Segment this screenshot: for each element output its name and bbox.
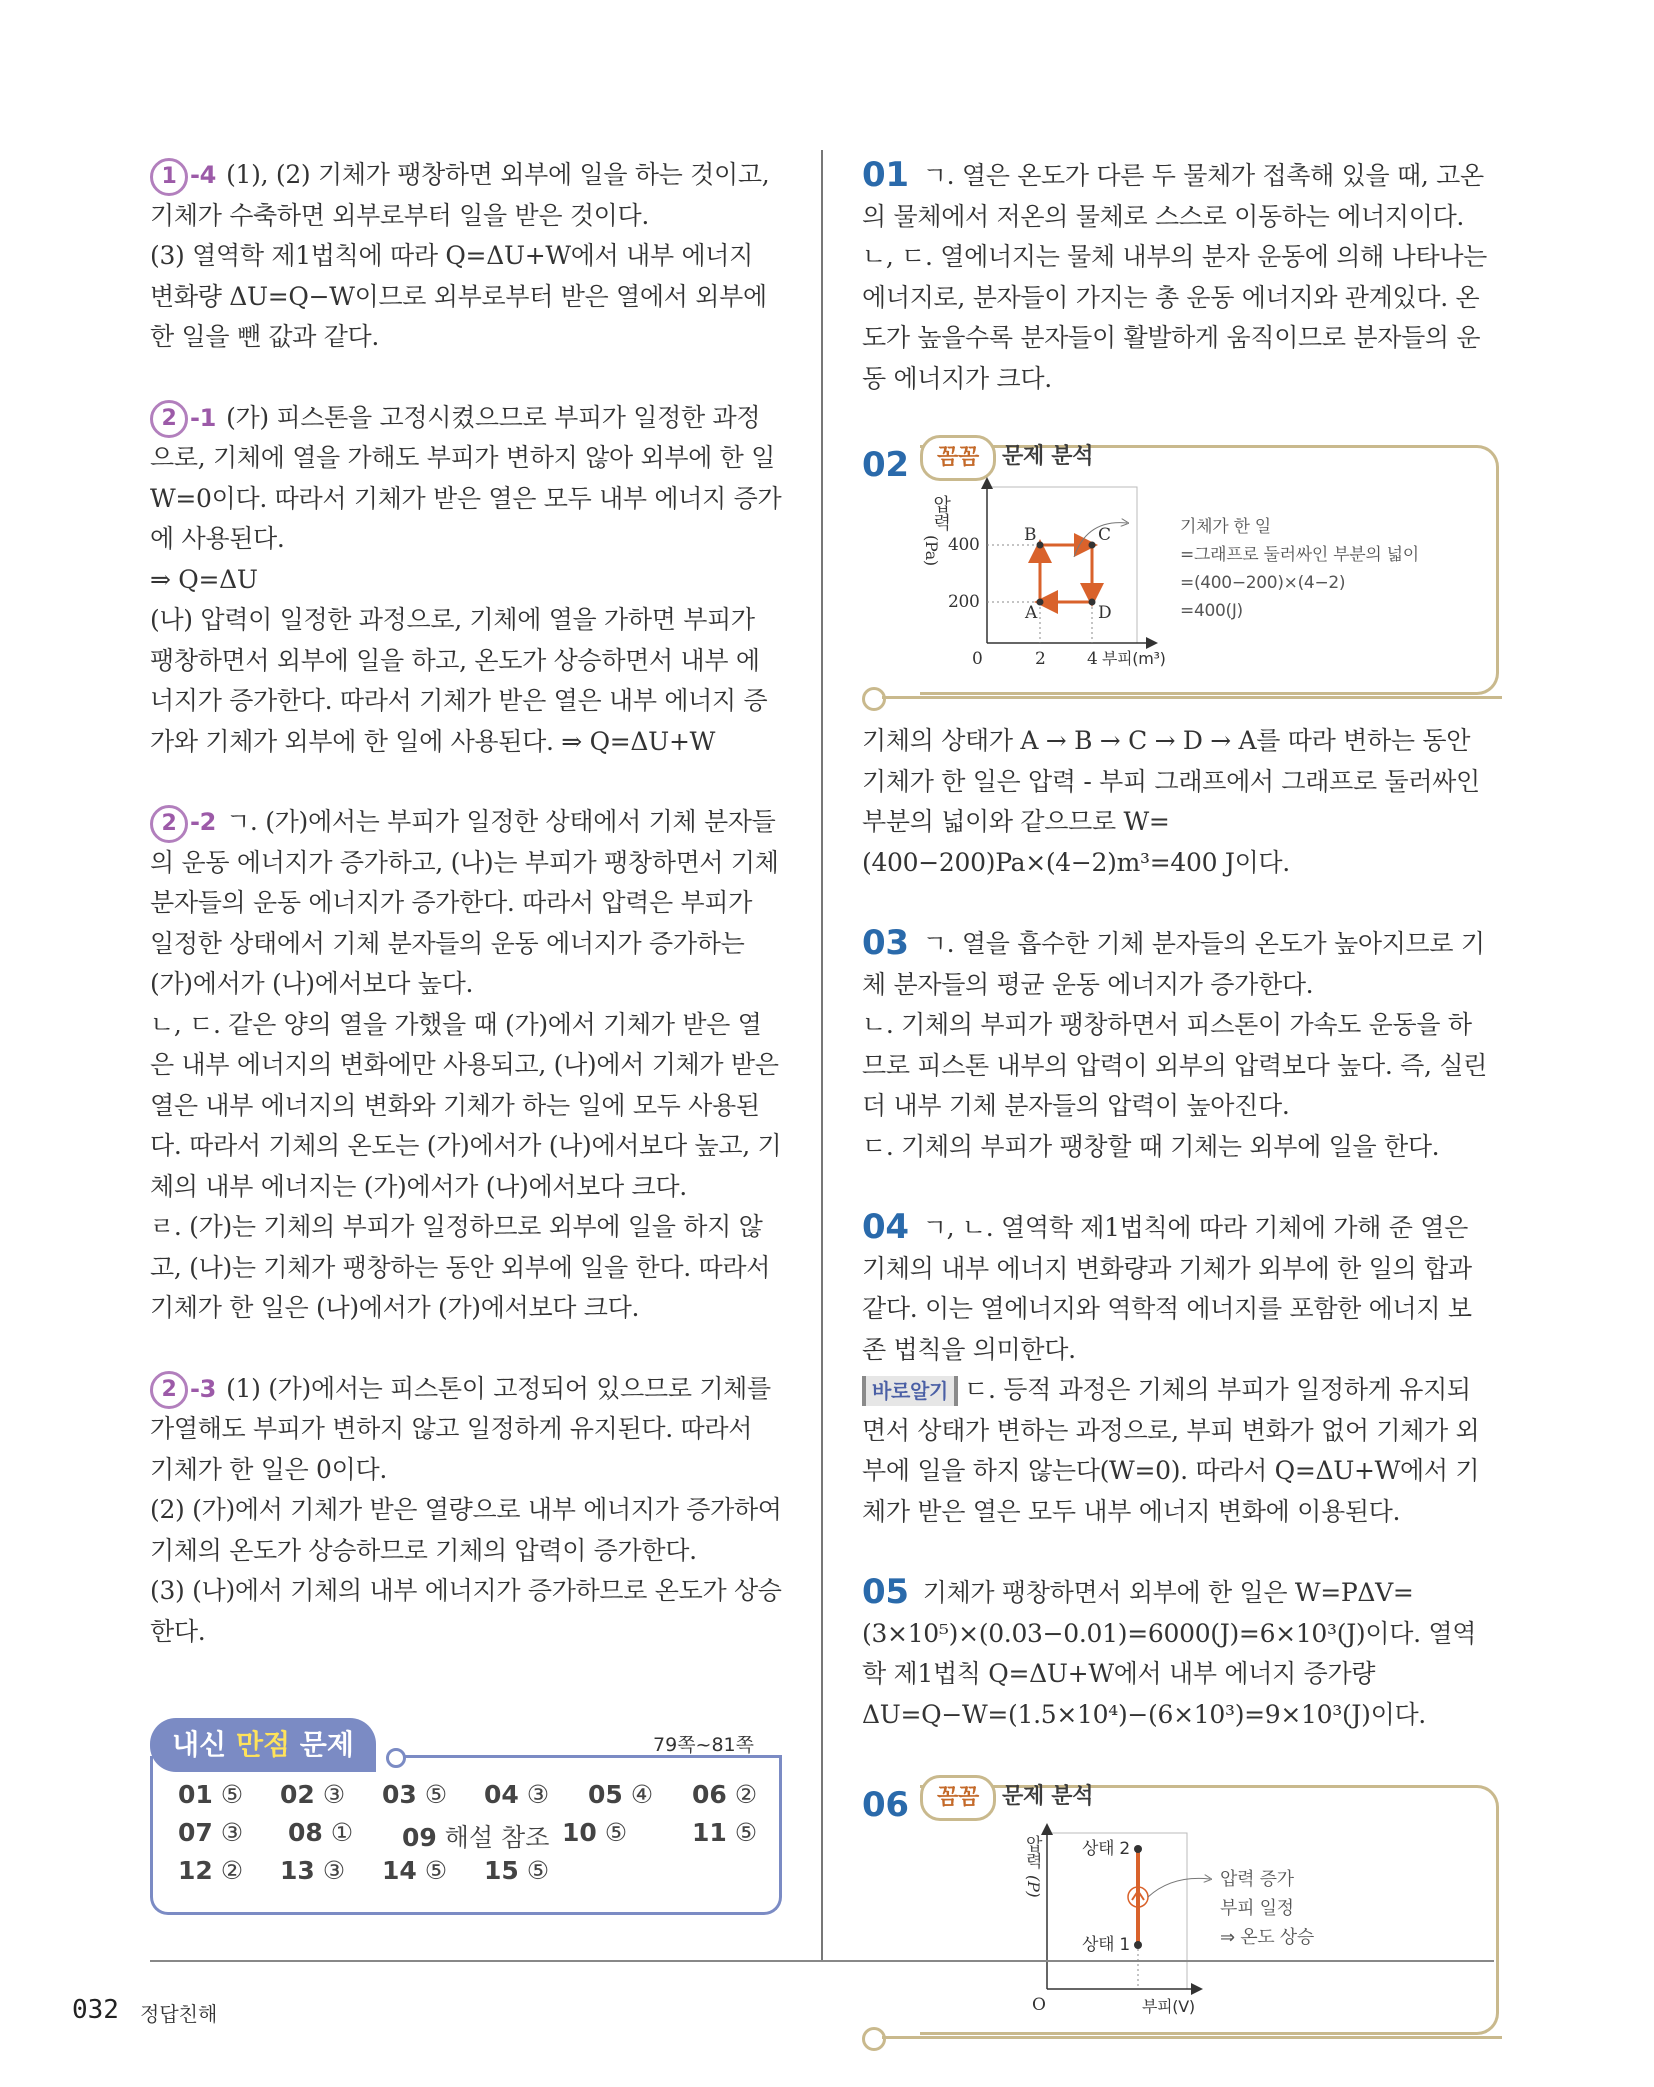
question-number: 02 xyxy=(862,445,909,485)
paragraph: (나) 압력이 일정한 과정으로, 기체에 열을 가하면 부피가 팽창하면서 외부에 일을 하고, 온도가 상승하면서 내부 에너지가 증가한다. 따라서 기체가 받은 열은 내부 에너지 증가와 기체가 외부에 한 일에 사용된다. ⇒ Q=ΔU+W xyxy=(150,605,768,756)
y-axis-unit: (Pa) xyxy=(922,535,941,566)
frame-line xyxy=(882,2036,1502,2039)
answer-number: 07 xyxy=(178,1818,213,1847)
answer-value: ⑤ xyxy=(220,1780,244,1809)
frame-dot xyxy=(386,1748,406,1768)
paragraph: (가) 피스톤을 고정시켰으므로 부피가 일정한 과정으로, 기체에 열을 가해도 부피가 변하지 않아 외부에 한 일 W=0이다. 따라서 기체가 받은 열은 모두 내부 에너지 증가에 사용된다. xyxy=(150,402,782,553)
y-axis-label: 압력 xyxy=(933,495,951,534)
paragraph: (3) 열역학 제1법칙에 따라 Q=ΔU+W에서 내부 에너지 변화량 ΔU=Q−W이므로 외부로부터 받은 열에서 외부에 한 일을 뺀 값과 같다. xyxy=(150,241,767,351)
y-axis-label: 압력 xyxy=(1025,1835,1043,1872)
answer-value: ④ xyxy=(630,1780,654,1809)
answer-key-tab: 내신 만점 문제 xyxy=(150,1718,376,1772)
y-axis-unit: (P) xyxy=(1024,1875,1043,1898)
x-tick-label: 4 xyxy=(1087,649,1098,669)
problem-number-badge: 2 xyxy=(150,1371,188,1409)
footer-rule xyxy=(150,1960,1494,1962)
state-point-c xyxy=(1089,542,1096,549)
paragraph: (1) (가)에서는 피스톤이 고정되어 있으므로 기체를 가열해도 부피가 변하지 않고 일정하게 유지된다. 따라서 기체가 한 일은 0이다. xyxy=(150,1373,771,1484)
origin-label: 0 xyxy=(972,649,983,669)
answer-value: ⑤ xyxy=(424,1780,448,1809)
problem-number-badge: 1 xyxy=(150,158,188,196)
y-tick-label: 200 xyxy=(948,592,980,612)
answer-number: 06 xyxy=(692,1780,727,1809)
paragraph: ㄱ. (가)에서는 부피가 일정한 상태에서 기체 분자들의 운동 에너지가 증가하고, (나)는 부피가 팽창하면서 기체 분자들의 운동 에너지가 증가한다. 따라서 압력은 부피가 일정한 상태에서 기체 분자들의 운동 에너지가 증가하는 (가)에서가 (나)에서보다 높다. xyxy=(150,807,779,998)
answer-2-3 xyxy=(150,1369,782,1653)
y-tick-label: 400 xyxy=(948,535,980,555)
page-range: 79쪽~81쪽 xyxy=(653,1734,754,1756)
problem-sub-number: -1 xyxy=(190,403,217,432)
question-01 xyxy=(862,155,1494,399)
answer-value: ⑤ xyxy=(604,1818,628,1847)
origin-label: O xyxy=(1032,1995,1046,2015)
question-number: 05 xyxy=(862,1572,909,1612)
answer-item xyxy=(588,1780,653,1809)
page-number: 032 xyxy=(72,1995,119,2025)
question-number: 01 xyxy=(862,155,909,195)
point-label-d: D xyxy=(1098,603,1112,623)
answer-number: 11 xyxy=(692,1818,727,1847)
paragraph: ㄱ. 열은 온도가 다른 두 물체가 접촉해 있을 때, 고온의 물체에서 저온의 물체로 스스로 이동하는 에너지이다. xyxy=(862,161,1484,231)
graph-frame xyxy=(987,487,1137,643)
answer-value: ⑤ xyxy=(424,1856,448,1885)
paragraph: (1), (2) 기체가 팽창하면 외부에 일을 하는 것이고, 기체가 수축하면 외부로부터 일을 받은 것이다. xyxy=(150,160,770,230)
right-column xyxy=(862,155,1494,2061)
answer-value: ③ xyxy=(526,1780,550,1809)
problem-number-badge: 2 xyxy=(150,805,188,843)
left-column xyxy=(150,155,782,1692)
problem-number-badge: 2 xyxy=(150,400,188,438)
state-point-b xyxy=(1037,542,1044,549)
answer-number: 09 xyxy=(402,1823,437,1852)
answer-number: 12 xyxy=(178,1856,213,1885)
answer-number: 08 xyxy=(288,1818,323,1847)
paragraph: ㄹ. (가)는 기체의 부피가 일정하므로 외부에 일을 하지 않고, (나)는 기체가 팽창하는 동안 외부에 일을 한다. 따라서 기체가 한 일은 (나)에서가 (가)에서보다 크다. xyxy=(150,1212,771,1322)
answer-number: 10 xyxy=(562,1818,597,1847)
answer-item xyxy=(402,1818,549,1854)
point-label-c: C xyxy=(1098,525,1111,545)
answer-number: 03 xyxy=(382,1780,417,1809)
answer-item xyxy=(382,1856,447,1885)
answer-2-1 xyxy=(150,398,782,763)
x-axis-label: 부피(V) xyxy=(1142,1997,1195,2016)
answer-1-4 xyxy=(150,155,782,358)
question-03 xyxy=(862,923,1494,1167)
answer-number: 05 xyxy=(588,1780,623,1809)
paragraph: (3) (나)에서 기체의 내부 에너지가 증가하므로 온도가 상승한다. xyxy=(150,1576,782,1646)
callout-arrow xyxy=(1148,1878,1210,1897)
question-02 xyxy=(862,439,1494,883)
callout-note: 압력 증가 부피 일정 ⇒ 온도 상승 xyxy=(1220,1869,1314,1948)
state-1-label: 상태 1 xyxy=(1082,1935,1130,1955)
answer-item xyxy=(382,1780,447,1809)
paragraph: ㄴ. 기체의 부피가 팽창하면서 피스톤이 가속도 운동을 하므로 피스톤 내부의 압력이 외부의 압력보다 높다. 즉, 실린더 내부 기체 분자들의 압력이 높아진다. xyxy=(862,1010,1488,1120)
callout-note: 기체가 한 일 =그래프로 둘러싸인 부분의 넓이 =(400−200)×(4−2) =400(J) xyxy=(1180,517,1419,621)
correction-tag: 바로알기 xyxy=(862,1376,958,1406)
answer-item xyxy=(280,1856,345,1885)
answer-item xyxy=(178,1780,243,1809)
answer-number: 15 xyxy=(484,1856,519,1885)
paragraph: 기체가 팽창하면서 외부에 한 일은 W=PΔV=(3×10⁵)×(0.03−0.01)=6000(J)=6×10³(J)이다. 열역학 제1법칙 Q=ΔU+W에서 내부 에너지 증가량 ΔU=Q−W=(1.5×10⁴)−(6×10³)=9×10³(J)이다. xyxy=(862,1578,1477,1729)
point-label-b: B xyxy=(1024,525,1037,545)
x-axis-label: 부피(m³) xyxy=(1102,649,1166,668)
answer-item xyxy=(288,1818,353,1847)
paragraph: ㄴ, ㄷ. 열에너지는 물체 내부의 분자 운동에 의해 나타나는 에너지로, 분자들이 가지는 총 운동 에너지와 관계있다. 온도가 높을수록 분자들이 활발하게 움직이므로 분자들의 운동 에너지가 크다. xyxy=(862,242,1488,393)
state-point-2 xyxy=(1134,1845,1142,1853)
answer-value: ② xyxy=(220,1856,244,1885)
question-number: 04 xyxy=(862,1207,909,1247)
answer-value: ⑤ xyxy=(734,1818,758,1847)
analysis-title: 문제 분석 xyxy=(1002,1784,1094,1809)
problem-sub-number: -2 xyxy=(190,808,217,836)
answer-value: ⑤ xyxy=(526,1856,550,1885)
paragraph: ㄱ. 열을 흡수한 기체 분자들의 온도가 높아지므로 기체 분자들의 평균 운동 에너지가 증가한다. xyxy=(862,929,1485,999)
question-number: 03 xyxy=(862,923,909,963)
answer-value: ③ xyxy=(322,1780,346,1809)
problem-sub-number: -4 xyxy=(190,161,217,189)
answer-item xyxy=(178,1818,243,1847)
paragraph: ㄱ, ㄴ. 열역학 제1법칙에 따라 기체에 가해 준 열은 기체의 내부 에너지 변화량과 기체가 외부에 한 일의 합과 같다. 이는 열에너지와 역학적 에너지를 포함한 에너지 보존 법칙을 의미한다. xyxy=(862,1213,1472,1364)
kkomkkom-badge: 꼼꼼 xyxy=(920,435,996,481)
paragraph: (2) (가)에서 기체가 받은 열량으로 내부 에너지가 증가하여 기체의 온도가 상승하므로 기체의 압력이 증가한다. xyxy=(150,1495,782,1565)
book-title: 정답친해 xyxy=(140,2002,218,2026)
paragraph: ㄷ. 등적 과정은 기체의 부피가 일정하게 유지되면서 상태가 변하는 과정으로, 부피 변화가 없어 기체가 외부에 일을 하지 않는다(W=0). 따라서 Q=ΔU+W에서 기체가 받은 열은 모두 내부 에너지 변화에 이용된다. xyxy=(862,1375,1480,1526)
problem-sub-number: -3 xyxy=(190,1374,217,1403)
answer-value: ③ xyxy=(322,1856,346,1885)
question-04 xyxy=(862,1207,1494,1532)
answer-item xyxy=(484,1780,549,1809)
paragraph: 기체의 상태가 A → B → C → D → A를 따라 변하는 동안 기체가 한 일은 압력 - 부피 그래프에서 그래프로 둘러싸인 부분의 넓이와 같으므로 W=(400−200)Pa×(4−2)m³=400 J이다. xyxy=(862,726,1480,877)
answer-number: 02 xyxy=(280,1780,315,1809)
frame-line xyxy=(882,696,1502,699)
answer-value: ① xyxy=(330,1818,354,1847)
paragraph: ㄴ, ㄷ. 같은 양의 열을 가했을 때 (가)에서 기체가 받은 열은 내부 에너지의 변화에만 사용되고, (나)에서 기체가 받은 열은 내부 에너지의 변화와 기체가 하는 일에 모두 사용된다. 따라서 기체의 온도는 (가)에서가 (나)에서보다 높고, 기체의 내부 에너지는 (가)에서가 (나)에서보다 크다. xyxy=(150,1009,782,1201)
analysis-box xyxy=(862,1779,1494,2041)
answer-value: ③ xyxy=(220,1818,244,1847)
answer-item xyxy=(562,1818,627,1847)
state-point-a xyxy=(1037,599,1044,606)
state-point-d xyxy=(1089,599,1096,606)
answer-value: ② xyxy=(734,1780,758,1809)
formula: ⇒ Q=ΔU xyxy=(150,564,258,594)
frame-dot xyxy=(862,2027,886,2051)
answer-key-box xyxy=(150,1718,782,1918)
question-number: 06 xyxy=(862,1785,909,1825)
answer-value: 해설 참조 xyxy=(444,1823,550,1852)
answer-2-2 xyxy=(150,802,782,1329)
state-2-label: 상태 2 xyxy=(1082,1839,1130,1859)
answer-item xyxy=(692,1818,757,1847)
answer-number: 01 xyxy=(178,1780,213,1809)
analysis-box xyxy=(862,439,1494,701)
paragraph: ㄷ. 기체의 부피가 팽창할 때 기체는 외부에 일을 한다. xyxy=(862,1131,1440,1161)
question-05 xyxy=(862,1572,1494,1735)
answer-item xyxy=(280,1780,345,1809)
answer-item xyxy=(484,1856,549,1885)
point-label-a: A xyxy=(1025,603,1037,623)
kkomkkom-badge: 꼼꼼 xyxy=(920,1775,996,1821)
answer-number: 13 xyxy=(280,1856,315,1885)
x-tick-label: 2 xyxy=(1035,649,1046,669)
question-06 xyxy=(862,1779,1494,2041)
column-divider xyxy=(821,150,823,1960)
frame-dot xyxy=(862,687,886,711)
state-point-1 xyxy=(1134,1941,1142,1949)
analysis-title: 문제 분석 xyxy=(1002,444,1094,469)
answer-number: 04 xyxy=(484,1780,519,1809)
answer-item xyxy=(692,1780,757,1809)
answer-item xyxy=(178,1856,243,1885)
answer-number: 14 xyxy=(382,1856,417,1885)
